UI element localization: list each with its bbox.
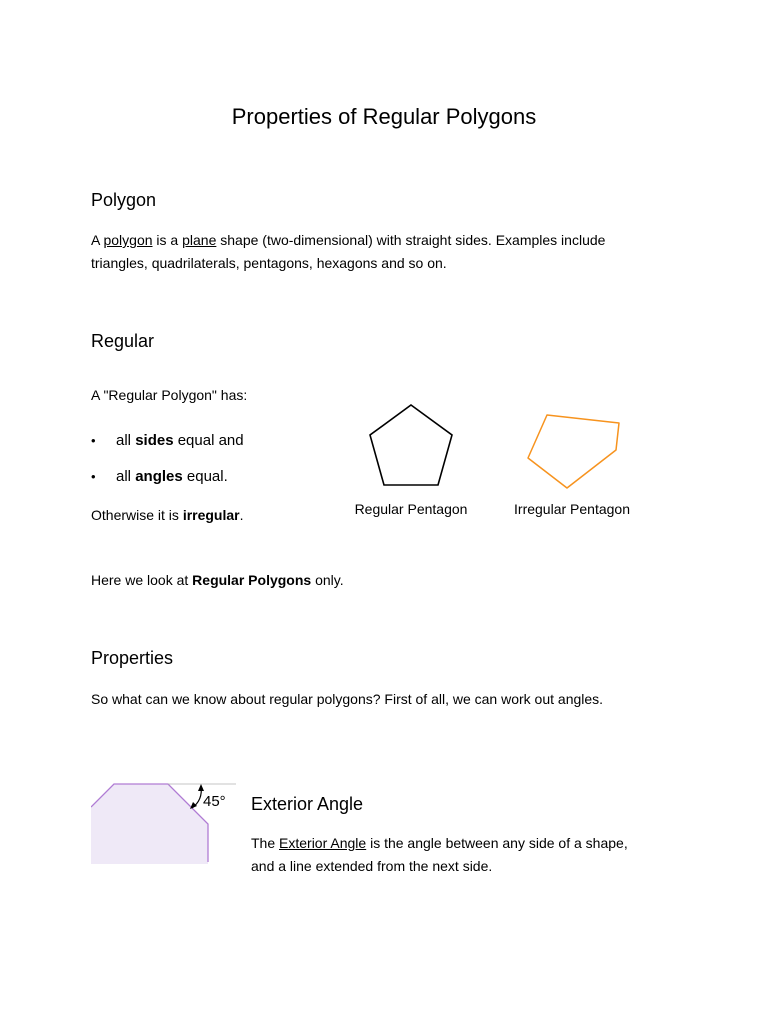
link-polygon[interactable]: polygon	[103, 232, 153, 248]
polygon-text-rest: shape (two-dimensional) with straight sides. Examples include triangles, quadrilaterals, pentagons, hexagons and so on.	[91, 232, 606, 271]
here-post: only.	[311, 572, 344, 588]
irregular-pentagon-shape	[528, 415, 619, 488]
section-heading-polygon: Polygon	[91, 190, 157, 210]
otherwise-pre: Otherwise it is	[91, 507, 183, 523]
octagon-fill	[91, 784, 208, 864]
irregular-pentagon-figure	[524, 411, 624, 493]
exterior-text-the: The	[251, 835, 280, 851]
polygon-text-is-a: is a	[152, 232, 183, 248]
otherwise-bold: irregular	[182, 507, 240, 523]
section-heading-regular: Regular	[91, 331, 155, 351]
polygon-definition	[91, 229, 651, 275]
bullet-text-post: equal and	[173, 432, 244, 449]
list-item	[91, 467, 244, 503]
bullet-text-bold: sides	[135, 432, 174, 449]
otherwise-text	[91, 504, 244, 527]
arrow-head-top	[198, 784, 204, 791]
link-exterior-angle[interactable]: Exterior Angle	[279, 835, 367, 851]
bullet-text-pre: all	[116, 468, 136, 485]
bullet-text-bold: angles	[135, 468, 183, 485]
list-item	[91, 431, 244, 467]
page-title: Properties of Regular Polygons	[231, 104, 537, 129]
exterior-text-rest: is the angle between any side of a shape, and a line extended from the next side.	[251, 835, 628, 874]
bullet-text-post: equal.	[182, 468, 228, 485]
here-pre: Here we look at	[91, 572, 193, 588]
regular-only-text	[91, 569, 344, 592]
regular-pentagon-shape	[370, 405, 452, 485]
here-bold: Regular Polygons	[192, 572, 312, 588]
exterior-angle-definition	[251, 832, 651, 878]
otherwise-post: .	[239, 507, 244, 523]
section-heading-properties: Properties	[91, 648, 174, 668]
regular-pentagon-figure	[366, 402, 456, 488]
arrow-head-bottom	[190, 802, 197, 809]
bullet-dot: •	[91, 469, 96, 484]
link-plane[interactable]: plane	[182, 232, 217, 248]
bullet-text-pre: all	[116, 432, 136, 449]
regular-properties-list	[91, 431, 244, 503]
caption-irregular-pentagon: Irregular Pentagon	[514, 501, 630, 517]
caption-regular-pentagon: Regular Pentagon	[354, 501, 468, 517]
polygon-text-a: A	[91, 232, 104, 248]
bullet-dot: •	[91, 433, 96, 448]
properties-intro: So what can we know about regular polygons? First of all, we can work out angles.	[91, 691, 604, 707]
angle-label: 45°	[203, 793, 226, 810]
regular-intro: A "Regular Polygon" has:	[91, 387, 248, 403]
section-heading-exterior-angle: Exterior Angle	[251, 794, 364, 814]
exterior-angle-figure	[91, 780, 241, 864]
